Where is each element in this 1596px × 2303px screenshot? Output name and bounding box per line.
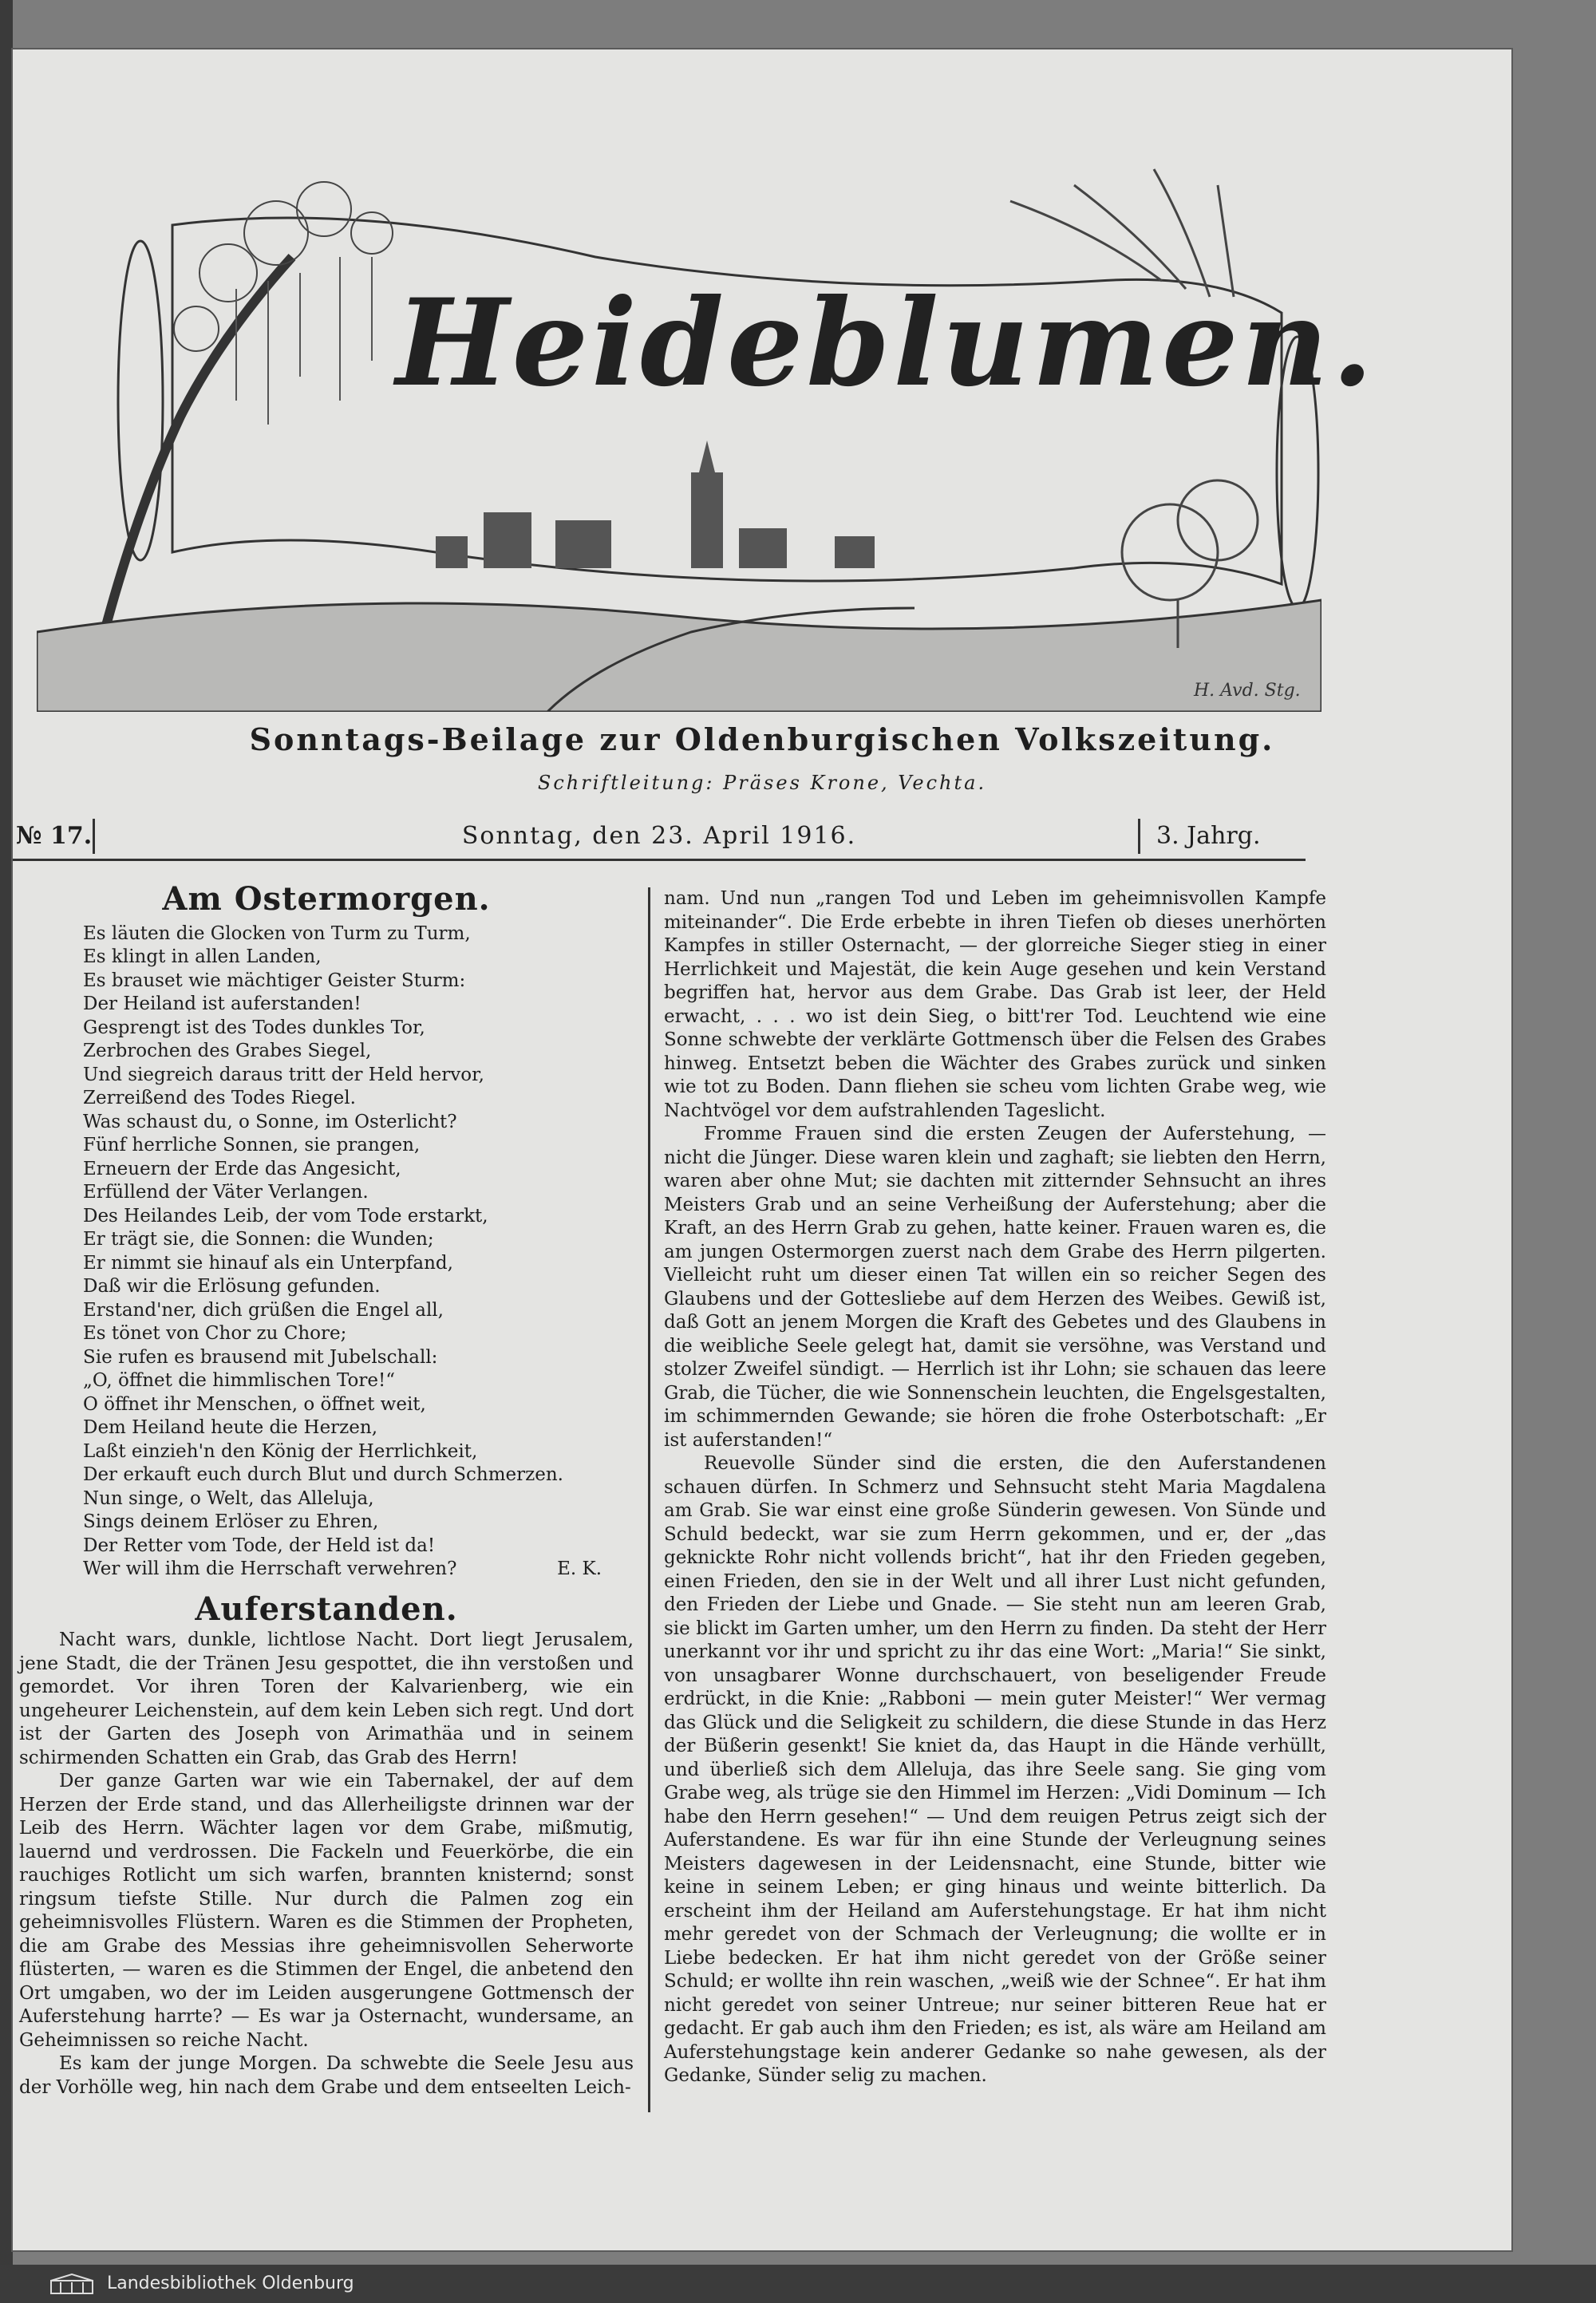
masthead-subtitle: Sonntags-Beilage zur Oldenburgischen Volkszeitung. <box>249 721 1275 757</box>
article-paragraph: Nacht wars, dunkle, lichtlose Nacht. Dort liegt Jerusalem, jene Stadt, die der Tränen Jesu gespottet, die ihn verstoßen und gemordet. Vor ihren Toren der Kalvarienberg, wie ein ungeheurer Leichenstein, auf dem kein Leben sich regt. Und dort ist der Garten des Joseph von Arimathäa und in seinem schirmenden Schatten ein Grab, das Grab des Herrn! <box>19 1629 634 1768</box>
poem-line: Er trägt sie, die Sonnen: die Wunden; <box>83 1229 434 1250</box>
poem-line: Und siegreich daraus tritt der Held hervor, <box>83 1064 484 1085</box>
right-column <box>664 887 1326 2088</box>
poem-line: Dem Heiland heute die Herzen, <box>83 1417 378 1438</box>
masthead-illustration <box>37 137 1321 712</box>
poem-line: Fünf herrliche Sonnen, sie prangen, <box>83 1135 421 1155</box>
issue-date: Sonntag, den 23. April 1916. <box>461 822 857 850</box>
article-paragraph: Der ganze Garten war wie ein Tabernakel, der auf dem Herzen der Erde stand, und das Allerheiligste drinnen war der Leib des Herrn. Wächter lagen vor dem Grabe, mißmutig, lauernd und verdrossen. Die Fackeln und Feuerkörbe, die ein rauchiges Rotlicht um sich warfen, brannten knisternd; sonst ringsum tiefste Stille. Nur durch die Palmen zog ein geheimnisvolles Flüstern. Waren es die Stimmen der Propheten, die am Grabe des Messias ihre geheimnisvollen Seherworte flüsterten, — waren es die Stimmen der Engel, die anbetend den Ort umgaben, wo der im Leiden ausgerungene Gottmensch der Auferstehung harrte? — Es war ja Osternacht, wundersame, an Geheimnissen so reiche Nacht. <box>19 1771 634 2051</box>
poem-title: Am Ostermorgen. <box>162 880 491 918</box>
article-paragraph: Es kam der junge Morgen. Da schwebte die Seele Jesu aus der Vorhölle weg, hin nach dem Grabe und dem entseelten Leich- <box>19 2053 634 2098</box>
poem-line: Es brauset wie mächtiger Geister Sturm: <box>83 970 466 991</box>
poem-line: Sie rufen es brausend mit Jubelschall: <box>83 1346 438 1368</box>
article-paragraph: Fromme Frauen sind die ersten Zeugen der Auferstehung, — nicht die Jünger. Diese waren klein und zaghaft; sie liebten den Herrn, waren aber ohne Mut; sie dachten mit zitternder Sehnsucht an ihres Meisters Grab und an seine Verheißung der Auferstehung; aber die Kraft, an des Herrn Grab zu gehen, hatte keiner. Frauen waren es, die am jungen Ostermorgen zuerst nach dem Grabe des Herrn pilgerten. Vielleicht ruht um dieser einen Tat willen ein so reicher Segen des Glaubens und der Gottesliebe auf dem Herzen des Weibes. Gewiß ist, daß Gott an jenem Morgen die Kraft des Gebetes und des Glaubens in die weibliche Seele gelegt hat, damit sie versöhne, was Verstand und stolzer Zweifel sündigt. — Herrlich ist ihr Lohn; sie schauen das leere Grab, die Tücher, die wie Sonnenschein leuchten, die Engelsgestalten, im schimmernden Gewande; sie hören die frohe Osterbotschaft: „Er ist auferstanden!“ <box>664 1124 1326 1451</box>
poem-line-text: Wer will ihm die Herrschaft verwehren? <box>83 1558 457 1579</box>
issue-year: 3. Jahrg. <box>1138 819 1260 854</box>
article-title: Auferstanden. <box>195 1590 458 1628</box>
poem-line: Sings deinem Erlöser zu Ehren, <box>83 1511 379 1532</box>
hanging-blossoms <box>236 257 372 425</box>
poem-line: Laßt einzieh'n den König der Herrlichkeit, <box>83 1440 478 1462</box>
poem-line: Daß wir die Erlösung gefunden. <box>83 1276 381 1297</box>
poem-line: Es tönet von Chor zu Chore; <box>83 1323 347 1344</box>
library-name: Landesbibliothek Oldenburg <box>107 2273 354 2293</box>
masthead-editor: Schriftleitung: Präses Krone, Vechta. <box>537 772 987 794</box>
poem-line: Es klingt in allen Landen, <box>83 946 322 967</box>
article-paragraph: Reuevolle Sünder sind die ersten, die den Auferstandenen schauen dürfen. In Schmerz und Sehnsucht steht Maria Magdalena am Grab. Sie war einst eine große Sünderin gewesen. Von Sünde und Schuld bedeckt, war sie zum Herrn gekommen, und er, der „das geknickte Rohr nicht vollends bricht“, hat ihr den Frieden gegeben, einen Frieden, den sie in der Welt und all ihrer Lust nicht gefunden, den Frieden der Liebe und Gnade. — Sie steht nun am leeren Grab, sie blickt im Garten umher, um den Herrn zu finden. Da steht der Herr unerkannt vor ihr und spricht zu ihr das eine Wort: „Maria!“ Sie sinkt, von unsagbarer Wonne durchschauert, von beseligender Freude erdrückt, in die Knie: „Rabboni — mein guter Meister!“ Wer vermag das Glück und die Seligkeit zu schildern, die diese Stunde in das Herz der Büßerin gesenkt! Sie kniet da, das Haupt in die Hände verhüllt, und überließ sich dem Alleluja, das ihre Seele sang. Sie ging vom Grabe weg, als trüge sie den Himmel im Herzen: „Vidi Dominum — Ich habe den Herrn gesehen!“ — Und dem reuigen Petrus zeigt sich der Auferstandene. Es war für ihn eine Stunde der Verleugnung seines Meisters dagewesen in der Leidensnacht, eine Stunde, bitter wie keine in seinem Leben; er ging hinaus und weinte bitterlich. Da erscheint ihm der Heiland am Auferstehungstage. Er hat ihm nicht mehr geredet von der Schmach der Verleugnung; die wollte er in Liebe bedecken. Er hat ihm nicht geredet von der Größe seiner Schuld; er wollte ihn rein waschen, „weiß wie der Schnee“. Er hat ihm nicht geredet von seiner Untreue; nur seiner bitteren Reue hat er gedacht. Er gab auch ihm den Frieden; es ist, als wäre am Heiland am Auferstehungstage kein anderer Gedanke so nahe gewesen, als der Gedanke, Sünder selig zu machen. <box>664 1453 1326 2086</box>
poem-line: „O, öffnet die himmlischen Tore!“ <box>83 1370 395 1391</box>
poem-line <box>83 1558 634 1582</box>
poem-line: Der erkauft euch durch Blut und durch Schmerzen. <box>83 1464 563 1485</box>
town-skyline <box>436 440 875 568</box>
poem-line: Des Heilandes Leib, der vom Tode erstarkt, <box>83 1205 488 1227</box>
poem-line: Erneuern der Erde das Angesicht, <box>83 1158 401 1179</box>
masthead-title: Heideblumen. <box>396 273 1377 413</box>
poem-line: Zerreißend des Todes Riegel. <box>83 1088 356 1108</box>
poem-line: Der Heiland ist auferstanden! <box>83 993 361 1014</box>
poem-line: Gesprengt ist des Todes dunkles Tor, <box>83 1017 425 1038</box>
poem-signature: E. K. <box>557 1558 602 1579</box>
poem-line: Er nimmt sie hinauf als ein Unterpfand, <box>83 1252 453 1274</box>
poem-line: Es läuten die Glocken von Turm zu Turm, <box>83 922 471 944</box>
artist-signature: H. Avd. Stg. <box>1194 681 1301 701</box>
poem-line: Erstand'ner, dich grüßen die Engel all, <box>83 1299 444 1321</box>
poem-body <box>19 922 634 1582</box>
poem-line: Nun singe, o Welt, das Alleluja, <box>83 1487 374 1509</box>
poem-line: Was schaust du, o Sonne, im Osterlicht? <box>83 1111 457 1132</box>
issue-number: № 17. <box>13 819 95 854</box>
newspaper-page <box>13 49 1511 2250</box>
binding-spine <box>0 0 13 2303</box>
column-divider <box>648 887 650 2112</box>
left-column <box>19 880 634 2100</box>
poem-line: Erfüllend der Väter Verlangen. <box>83 1182 369 1203</box>
poem-line: Zerbrochen des Grabes Siegel, <box>83 1041 372 1061</box>
article-paragraph: nam. Und nun „rangen Tod und Leben im geheimnisvollen Kampfe miteinander“. Die Erde erbebte in ihren Tiefen ob dieses unerhörten Kampfes in stiller Osternacht, — der glorreiche Sieger stieg in einer Herrlichkeit und Majestät, die kein Auge gesehen und kein Verstand begriffen hat, hervor aus dem Grabe. Das Grab ist leer, der Held erwacht, . . . wo ist dein Sieg, o bitt'rer Tod. Leuchtend wie eine Sonne schwebte der verklärte Gottmensch über die Felsen des Grabes hinweg. Entsetzt beben die Wächter des Grabes zurück und sinken wie tot zu Boden. Dann fliehen sie scheu vom lichten Grabe weg, wie Nachtvögel vor dem aufstrahlenden Tageslicht. <box>664 888 1326 1121</box>
poem-line: O öffnet ihr Menschen, o öffnet weit, <box>83 1393 426 1415</box>
poem-line: Der Retter vom Tode, der Held ist da! <box>83 1535 436 1556</box>
library-building-icon <box>49 2273 94 2295</box>
heath-landscape <box>37 600 1321 712</box>
issue-bar <box>13 819 1306 861</box>
